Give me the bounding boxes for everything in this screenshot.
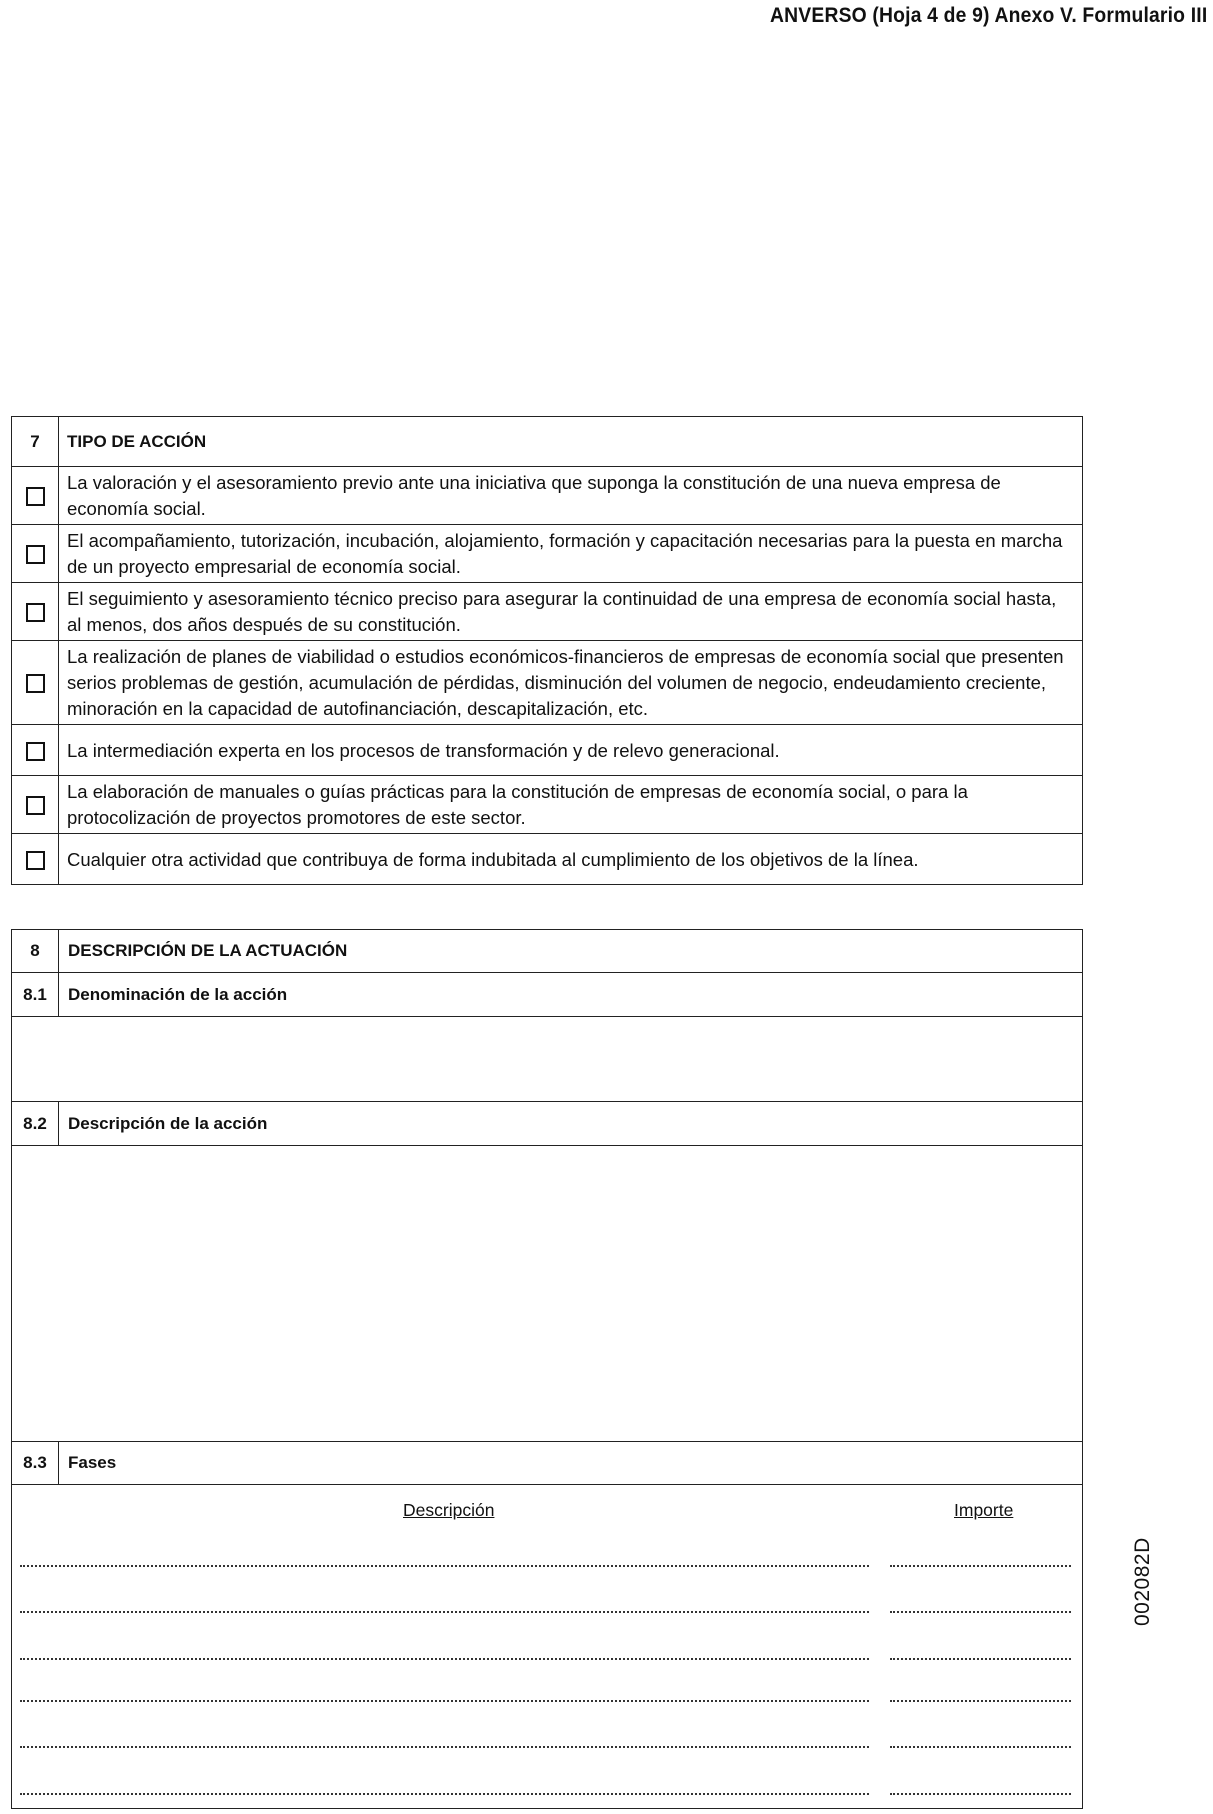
action-option-label-3: El seguimiento y asesoramiento técnico preciso para asegurar la continuidad de una empresa de economía social hasta, al menos, dos años después de su constitución. — [59, 583, 1083, 641]
fase-descripcion-line[interactable] — [20, 1793, 869, 1795]
fase-importe-line[interactable] — [890, 1611, 1071, 1613]
fases-area — [12, 1485, 1083, 1809]
fases-col-descripcion: Descripción — [403, 1500, 495, 1520]
action-checkbox-5[interactable] — [26, 742, 45, 761]
section-8-title: DESCRIPCIÓN DE LA ACTUACIÓN — [59, 930, 1083, 973]
fase-importe-line[interactable] — [890, 1658, 1071, 1660]
fase-importe-line[interactable] — [890, 1565, 1071, 1567]
section-8-2-title: Descripción de la acción — [59, 1102, 1083, 1146]
section-8-3-number: 8.3 — [12, 1442, 59, 1485]
fase-descripcion-line[interactable] — [20, 1565, 869, 1567]
fase-descripcion-line[interactable] — [20, 1746, 869, 1748]
action-option-label-7: Cualquier otra actividad que contribuya de forma indubitada al cumplimiento de los objetivos de la línea. — [59, 834, 1083, 885]
side-form-code: 002082D — [1131, 1537, 1154, 1626]
action-option-row — [12, 776, 1083, 834]
action-checkbox-2[interactable] — [26, 545, 45, 564]
action-option-label-5: La intermediación experta en los procesos de transformación y de relevo generacional. — [59, 725, 1083, 776]
fase-importe-line[interactable] — [890, 1746, 1071, 1748]
action-option-row — [12, 525, 1083, 583]
tipo-accion-table — [11, 416, 1083, 885]
action-option-label-6: La elaboración de manuales o guías prácticas para la constitución de empresas de economía social, o para la protocolización de proyectos promotores de este sector. — [59, 776, 1083, 834]
action-checkbox-6[interactable] — [26, 796, 45, 815]
action-option-row — [12, 641, 1083, 725]
action-option-row — [12, 583, 1083, 641]
section-8-2-number: 8.2 — [12, 1102, 59, 1146]
page-header-title: ANVERSO (Hoja 4 de 9) Anexo V. Formulario III — [769, 4, 1207, 27]
section-7-title: TIPO DE ACCIÓN — [59, 417, 1083, 467]
section-8-3-title: Fases — [59, 1442, 1083, 1485]
fase-descripcion-line[interactable] — [20, 1700, 869, 1702]
fase-descripcion-line[interactable] — [20, 1611, 869, 1613]
section-8-1-number: 8.1 — [12, 973, 59, 1017]
section-7-number: 7 — [12, 417, 59, 467]
descripcion-field[interactable] — [12, 1146, 1083, 1442]
descripcion-actuacion-table — [11, 929, 1083, 1809]
action-checkbox-4[interactable] — [26, 674, 45, 693]
fases-col-importe: Importe — [954, 1500, 1014, 1520]
action-option-label-4: La realización de planes de viabilidad o estudios económicos-financieros de empresas de economía social que presenten serios problemas de gestión, acumulación de pérdidas, disminución del volumen de negocio, endeudamiento creciente, minoración en la capacidad de autofinanciación, descapitalización, etc. — [59, 641, 1083, 725]
fase-descripcion-line[interactable] — [20, 1658, 869, 1660]
action-option-label-2: El acompañamiento, tutorización, incubación, alojamiento, formación y capacitación necesarias para la puesta en marcha de un proyecto empresarial de economía social. — [59, 525, 1083, 583]
section-8-1-title: Denominación de la acción — [59, 973, 1083, 1017]
action-option-row — [12, 725, 1083, 776]
action-option-row — [12, 467, 1083, 525]
denominacion-field[interactable] — [12, 1017, 1083, 1102]
action-checkbox-1[interactable] — [26, 487, 45, 506]
section-8-number: 8 — [12, 930, 59, 973]
action-checkbox-7[interactable] — [26, 851, 45, 870]
action-option-row — [12, 834, 1083, 885]
action-option-label-1: La valoración y el asesoramiento previo ante una iniciativa que suponga la constitución de una nueva empresa de economía social. — [59, 467, 1083, 525]
fase-importe-line[interactable] — [890, 1793, 1071, 1795]
fase-importe-line[interactable] — [890, 1700, 1071, 1702]
action-checkbox-3[interactable] — [26, 603, 45, 622]
